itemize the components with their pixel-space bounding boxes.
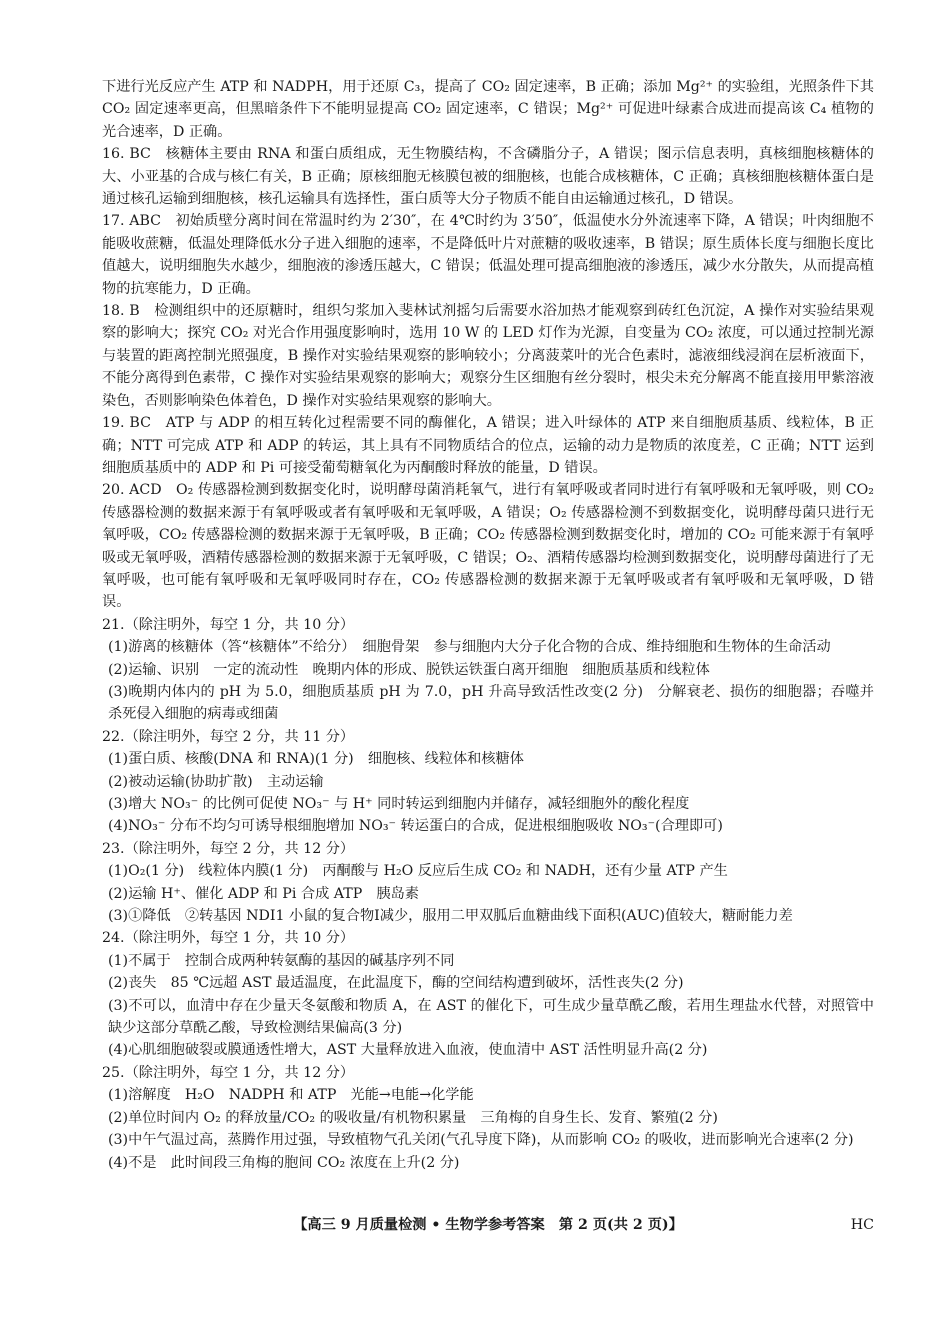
answer-item: 21.（除注明外，每空 1 分，共 10 分） <box>102 616 355 633</box>
answer-sub-item: (1)不属于 控制合成两种转氨酶的基因的碱基序列不同 <box>108 952 455 969</box>
answer-sub-item: (3)①降低 ②转基因 NDI1 小鼠的复合物Ⅰ减少，服用二甲双胍后血糖曲线下面积(AUC)值较大，糖耐能力差 <box>108 908 793 925</box>
answer-item: 19. BC ATP 与 ADP 的相互转化过程需要不同的酶催化，A 错误；进入叶绿体的 ATP 来自细胞质基质、线粒体，B 正确；NTT 可完成 ATP 和 ADP 的转运，其上具有不同物质结合的位点，运输的动力是物质的浓度差，C 正确；NTT 运到细胞质基质中的 ADP 和 Pi 可接受葡萄糖氧化为丙酮酸时释放的能量，D 错误。 <box>102 415 874 476</box>
answer-sub-item: (2)运输、识别 一定的流动性 晚期内体的形成、脱铁运铁蛋白离开细胞 细胞质基质和线粒体 <box>108 661 710 678</box>
answer-continuation: 下进行光反应产生 ATP 和 NADPH，用于还原 C₃，提高了 CO₂ 固定速率，B 正确；添加 Mg²⁺ 的实验组，光照条件下其 CO₂ 固定速率更高，但黑暗条件下不能明显提高 CO₂ 固定速率，C 错误；Mg²⁺ 可促进叶绿素合成进而提高该 C₄ 植物的光合速率，D 正确。 <box>102 79 874 140</box>
answer-sub-item: (2)丧失 85 ℃远超 AST 最适温度，在此温度下，酶的空间结构遭到破坏，活性丧失(2 分) <box>108 975 684 992</box>
answer-sub-item: (2)运输 H⁺、催化 ADP 和 Pi 合成 ATP 胰岛素 <box>108 885 419 902</box>
answer-sub-item: (4)NO₃⁻ 分布不均匀可诱导根细胞增加 NO₃⁻ 转运蛋白的合成，促进根细胞吸收 NO₃⁻(合理即可) <box>108 818 723 835</box>
answer-sub-item: (1)游离的核糖体（答“核糖体”不给分） 细胞骨架 参与细胞内大分子化合物的合成、维持细胞和生物体的生命活动 <box>108 639 831 656</box>
answer-sub-item: (4)心肌细胞破裂或膜通透性增大，AST 大量释放进入血液，使血清中 AST 活性明显升高(2 分) <box>108 1042 708 1059</box>
answer-item: 17. ABC 初始质壁分离时间在常温时约为 2′30″，在 4℃时约为 3′50″，低温使水分外流速率下降，A 错误；叶肉细胞不能吸收蔗糖，低温处理降低水分子进入细胞的速率，不是降低叶片对蔗糖的吸收速率，B 错误；原生质体长度与细胞长度比值越大，说明细胞失水越少，细胞液的渗透压越大，C 错误；低温处理可提高细胞液的渗透压，减少水分散失，从而提高植物的抗寒能力，D 正确。 <box>102 213 874 297</box>
answer-sub-item: (1)蛋白质、核酸(DNA 和 RNA)(1 分) 细胞核、线粒体和核糖体 <box>108 751 524 768</box>
answer-item: 18. B 检测组织中的还原糖时，组织匀浆加入斐林试剂摇匀后需要水浴加热才能观察到砖红色沉淀，A 操作对实验结果观察的影响大；探究 CO₂ 对光合作用强度影响时，选用 10 W 的 LED 灯作为光源，自变量为 CO₂ 浓度，可以通过控制光源与装置的距离控制光照强度，B 操作对实验结果观察的影响较小；分离菠菜叶的光合色素时，滤液细线浸润在层析液面下，不能分离得到色素带，C 操作对实验结果观察的影响大；观察分生区细胞有丝分裂时，根尖未充分解离不能直接用甲紫溶液染色，否则影响染色体着色，D 操作对实验结果观察的影响大。 <box>102 303 874 409</box>
answer-content <box>102 76 874 1174</box>
answer-sub-item: (3)晚期内体内的 pH 为 5.0，细胞质基质 pH 为 7.0，pH 升高导致活性改变(2 分) 分解衰老、损伤的细胞器；吞噬并杀死侵入细胞的病毒或细菌 <box>108 683 874 723</box>
answer-item: 23.（除注明外，每空 2 分，共 12 分） <box>102 840 355 857</box>
answer-item: 16. BC 核糖体主要由 RNA 和蛋白质组成，无生物膜结构，不含磷脂分子，A 错误；图示信息表明，真核细胞核糖体的大、小亚基的合成与核仁有关，B 正确；原核细胞无核膜包被的细胞核，也能合成核糖体，C 正确；真核细胞核糖体蛋白是通过核孔运输到细胞核，核孔运输具有选择性，蛋白质等大分子物质不能自由运输通过核孔，D 错误。 <box>102 146 874 208</box>
answer-sub-item: (2)被动运输(协助扩散) 主动运输 <box>108 773 324 790</box>
answer-sub-item: (2)单位时间内 O₂ 的释放量/CO₂ 的吸收量/有机物积累量 三角梅的自身生长、发育、繁殖(2 分) <box>108 1109 718 1126</box>
answer-sub-item: (3)增大 NO₃⁻ 的比例可促使 NO₃⁻ 与 H⁺ 同时转运到细胞内并储存，减轻细胞外的酸化程度 <box>108 796 690 812</box>
answer-sub-item: (3)中午气温过高，蒸腾作用过强，导致植物气孔关闭(气孔导度下降)，从而影响 CO₂ 的吸收，进而影响光合速率(2 分) <box>108 1132 854 1149</box>
answer-item: 20. ACD O₂ 传感器检测到数据变化时，说明酵母菌消耗氧气，进行有氧呼吸或者同时进行有氧呼吸和无氧呼吸，则 CO₂ 传感器检测的数据来源于有氧呼吸或者有氧呼吸和无氧呼吸，A 错误；O₂ 传感器检测不到数据变化，说明酵母菌只进行无氧呼吸，CO₂ 传感器检测的数据来源于无氧呼吸，B 正确；CO₂ 传感器检测到数据变化时，增加的 CO₂ 可能来源于有氧呼吸或无氧呼吸，酒精传感器检测的数据来源于无氧呼吸，C 错误；O₂、酒精传感器均检测到数据变化，说明酵母菌进行了无氧呼吸，也可能有氧呼吸和无氧呼吸同时存在，CO₂ 传感器检测的数据来源于无氧呼吸或者有氧呼吸和无氧呼吸，D 错误。 <box>102 482 874 611</box>
answer-item: 25.（除注明外，每空 1 分，共 12 分） <box>102 1064 355 1081</box>
answer-sub-item: (1)溶解度 H₂O NADPH 和 ATP 光能→电能→化学能 <box>108 1087 474 1104</box>
answer-item: 24.（除注明外，每空 1 分，共 10 分） <box>102 930 355 947</box>
answer-sub-item: (4)不是 此时间段三角梅的胞间 CO₂ 浓度在上升(2 分) <box>108 1154 460 1171</box>
footer-code: HC <box>850 1217 874 1233</box>
answer-item: 22.（除注明外，每空 2 分，共 11 分） <box>102 728 355 745</box>
answer-sub-item: (1)O₂(1 分) 线粒体内膜(1 分) 丙酮酸与 H₂O 反应后生成 CO₂ 和 NADH，还有少量 ATP 产生 <box>108 863 728 880</box>
answer-sub-item: (3)不可以，血清中存在少量天冬氨酸和物质 A，在 AST 的催化下，可生成少量草酰乙酸，若用生理盐水代替，对照管中缺少这部分草酰乙酸，导致检测结果偏高(3 分) <box>108 997 874 1037</box>
page-footer <box>102 1213 874 1237</box>
footer-title: 【高三 9 月质量检测 • 生物学参考答案 第 2 页(共 2 页)】 <box>293 1217 683 1233</box>
